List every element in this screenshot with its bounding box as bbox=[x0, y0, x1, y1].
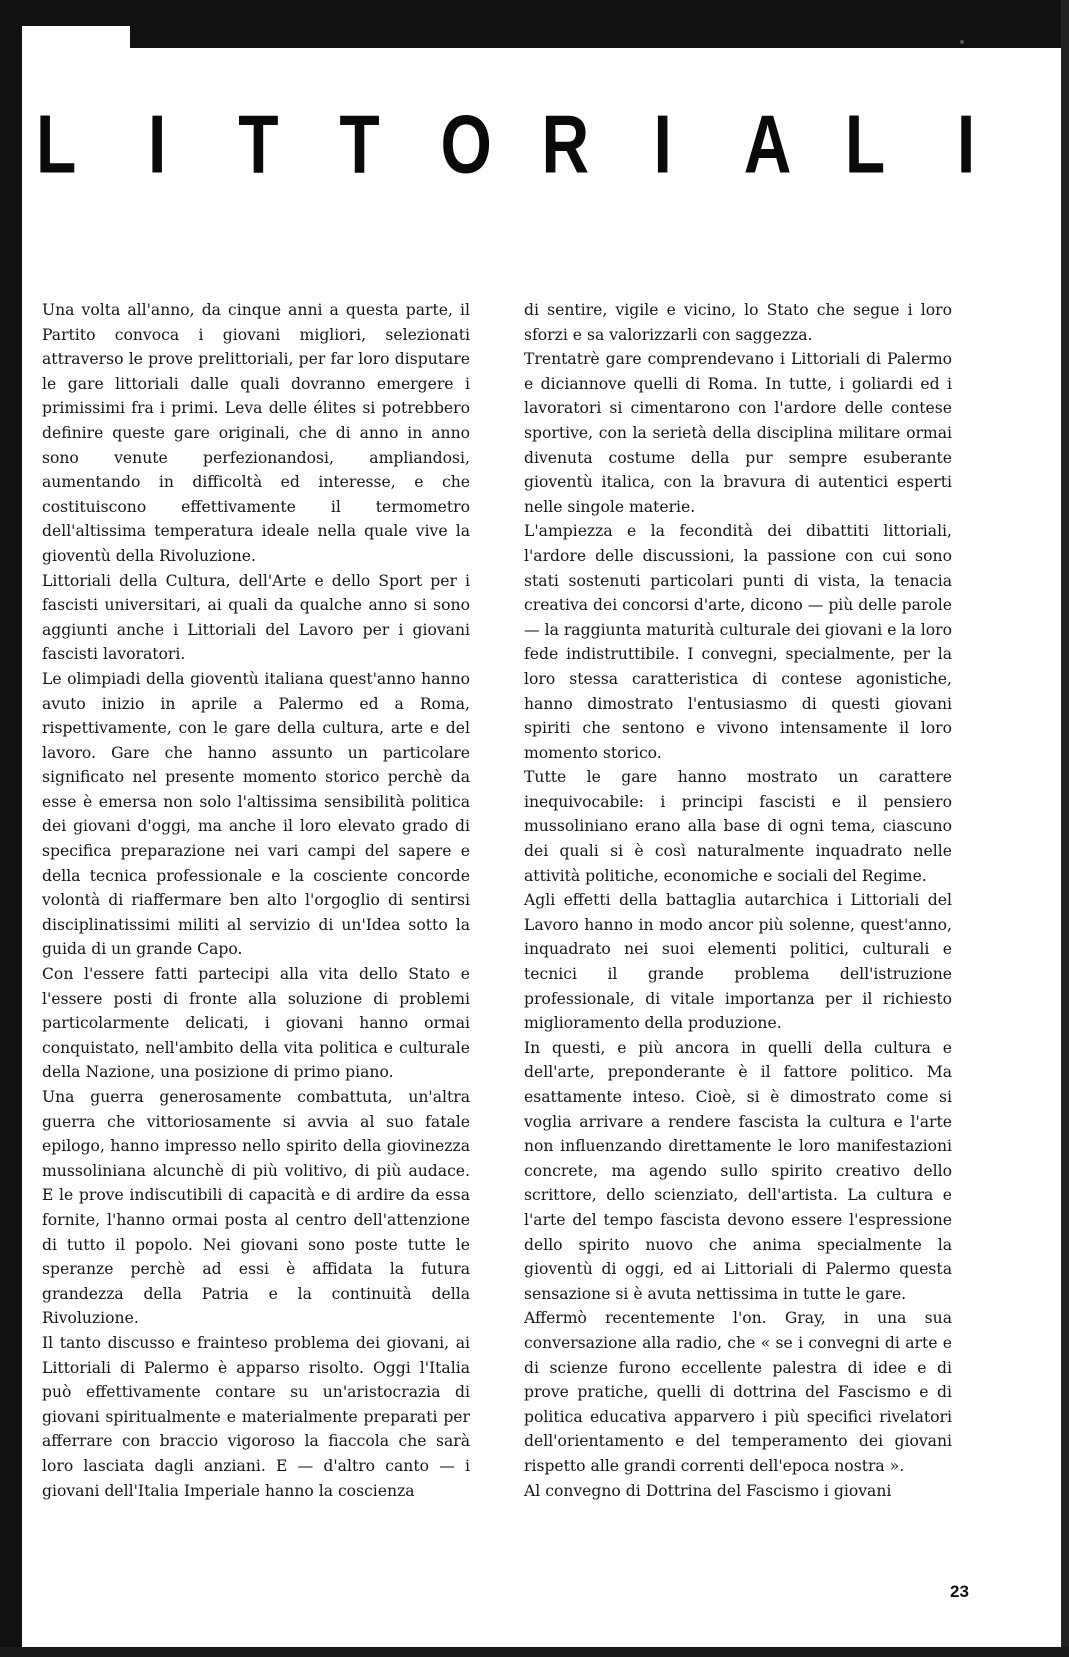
title-letter: I bbox=[956, 97, 976, 190]
title-letter: L bbox=[36, 97, 77, 190]
title-letter: O bbox=[440, 97, 492, 190]
paragraph: Con l'essere fatti partecipi alla vita dello Stato e l'essere posti di fronte alla soluzione di problemi particolarmente delicati, i giovani hanno ormai conquistato, nell'ambito della vita politica e culturale della Nazione, una posizione di primo piano. bbox=[42, 965, 470, 1082]
page-number: 23 bbox=[950, 1582, 969, 1601]
scan-border-right bbox=[1061, 0, 1069, 1657]
scan-speck bbox=[960, 40, 964, 44]
paragraph: Littoriali della Cultura, dell'Arte e dello Sport per i fascisti universitari, ai quali da qualche anno si sono aggiunti anche i Littoriali del Lavoro per i giovani fascisti lavoratori. bbox=[42, 571, 470, 664]
title-letter: L bbox=[844, 97, 886, 190]
page-title bbox=[36, 96, 986, 191]
scan-border-left bbox=[0, 0, 22, 1657]
title-letter: I bbox=[653, 97, 672, 190]
title-letter: I bbox=[147, 97, 167, 190]
paragraph: In questi, e più ancora in quelli della cultura e dell'arte, preponderante è il fattore politico. Ma esattamente inteso. Cioè, si è dimostrato come si voglia arrivare a rendere fascista la cultura e l'arte non influenzando direttamente le loro manifestazioni concrete, ma agendo sullo spirito creativo dello scrittore, dello scienziato, dell'artista. La cultura e l'arte del tempo fascista devono essere l'espressione dello spirito nuovo che anima specialmente la gioventù di oggi, ed ai Littoriali di Palermo questa sensazione si è avuta nettissima in tutte le gare. bbox=[524, 1038, 952, 1303]
paragraph: Tutte le gare hanno mostrato un carattere inequivocabile: i principi fascisti e il pensiero mussoliniano erano alla base di ogni tema, ciascuno dei quali si è così naturalmente inquadrato nelle attività politiche, economiche e sociali del Regime. bbox=[524, 768, 952, 885]
paragraph: L'ampiezza e la fecondità dei dibattiti littoriali, l'ardore delle discussioni, la passione con cui sono stati sostenuti particolari punti di vista, la tenacia creativa dei concorsi d'arte, dicono — più delle parole — la raggiunta maturità culturale dei giovani e la loro fede indistruttibile. I convegni, specialmente, per la loro stessa caratteristica di contese agonistiche, hanno dimostrato l'entusiasmo di questi giovani spiriti che sentono e vivono intensamente il loro momento storico. bbox=[524, 522, 953, 762]
paragraph: Una volta all'anno, da cinque anni a questa parte, il Partito convoca i giovani migliori, selezionati attraverso le prove prelittoriali, per far loro disputare le gare littoriali dalle quali dovranno emergere i primissimi fra i primi. Leva delle élites si potrebbero definire queste gare originali, che di anno in anno sono venute perfezionandosi, ampliandosi, aumentando in difficoltà ed interesse, e che costituiscono effettivamente il termometro dell'altissima temperatura ideale nella quale vive la gioventù della Rivoluzione. bbox=[42, 301, 470, 565]
title-letter: T bbox=[238, 97, 279, 190]
paragraph: Al convegno di Dottrina del Fascismo i giovani bbox=[524, 1481, 892, 1500]
paragraph: di sentire, vigile e vicino, lo Stato che segue i loro sforzi e sa valorizzarli con saggezza. bbox=[524, 301, 952, 344]
scan-border-bottom bbox=[0, 1647, 1069, 1657]
scan-border-top bbox=[130, 0, 1069, 48]
paragraph: Una guerra generosamente combattuta, un'altra guerra che vittoriosamente si avvia al suo fatale epilogo, hanno impresso nello spirito della giovinezza mussoliniana alcunchè di più volitivo, di più audace. E le prove indiscutibili di capacità e di ardire da essa fornite, l'hanno ormai posta al centro dell'attenzione di tutto il popolo. Nei giovani sono poste tutte le speranze perchè ad essi è affidata la futura grandezza della Patria e la continuità della Rivoluzione. bbox=[42, 1088, 470, 1328]
paragraph: Le olimpiadi della gioventù italiana quest'anno hanno avuto inizio in aprile a Palermo ed a Roma, rispettivamente, con le gare della cultura, arte e del lavoro. Gare che hanno assunto un particolare significato nel presente momento storico perchè da esse è emersa non solo l'altissima sensibilità politica dei giovani d'oggi, ma anche il loro elevato grado di specifica preparazione nei vari campi del sapere e della tecnica professionale e la cosciente concorde volontà di riaffermare ben alto l'orgoglio di sentirsi disciplinatissimi militi al servizio di un'Idea sotto la guida di un grande Capo. bbox=[42, 669, 470, 959]
paragraph: Trentatrè gare comprendevano i Littoriali di Palermo e diciannove quelli di Roma. In tutte, i goliardi ed i lavoratori si cimentarono con l'ardore delle contese sportive, con la serietà della disciplina militare ormai divenuta costume della pur sempre esuberante gioventù italica, con la bravura di autentici esperti nelle singole materie. bbox=[524, 350, 952, 516]
right-column bbox=[524, 298, 952, 1503]
title-letter: R bbox=[541, 97, 590, 190]
left-column bbox=[42, 298, 470, 1503]
paragraph: Affermò recentemente l'on. Gray, in una sua conversazione alla radio, che « se i convegni di arte e di scienze furono eccellente palestra di idee e di prove pratiche, quelli di dottrina del Fascismo e di politica educativa apparvero i più specifici rivelatori dell'orientamento e del temperamento dei giovani rispetto alle grandi correnti dell'epoca nostra ». bbox=[524, 1309, 952, 1475]
title-letter: A bbox=[743, 97, 792, 190]
paragraph: Agli effetti della battaglia autarchica i Littoriali del Lavoro hanno in modo ancor più solenne, quest'anno, inquadrato nei suoi elementi politici, culturali e tecnici il grande problema dell'istruzione professionale, di vitale importanza per il richiesto miglioramento della produzione. bbox=[524, 891, 952, 1033]
paragraph: Il tanto discusso e frainteso problema dei giovani, ai Littoriali di Palermo è apparso risolto. Oggi l'Italia può effettivamente contare su un'aristocrazia di giovani spiritualmente e materialmente preparati per afferrare con braccio vigoroso la fiaccola che sarà loro lasciata dagli anziani. E — d'altro canto — i giovani dell'Italia Imperiale hanno la coscienza bbox=[42, 1333, 470, 1500]
title-letter: T bbox=[339, 97, 380, 190]
